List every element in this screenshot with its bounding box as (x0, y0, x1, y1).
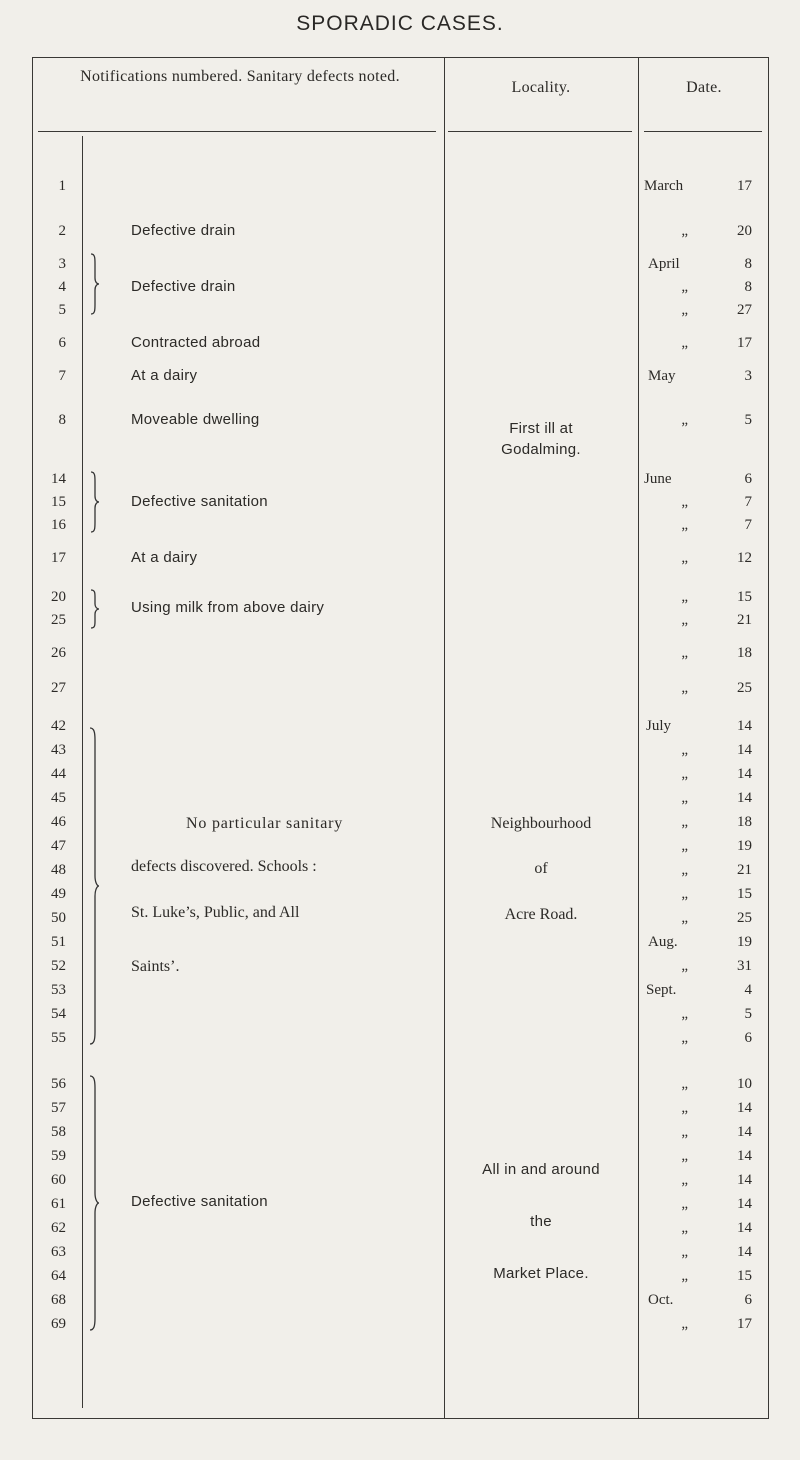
date-month: Sept. (646, 982, 677, 998)
date-day: 14 (737, 1172, 752, 1188)
notification-number: 25 (51, 612, 66, 628)
date-month: „ (681, 612, 688, 628)
brace-icon (86, 252, 102, 316)
date-day: 14 (737, 1100, 752, 1116)
notification-number: 60 (51, 1172, 66, 1188)
notification-number: 49 (51, 886, 66, 902)
column-divider-2 (638, 57, 639, 1419)
locality-godalming: Godalming. (501, 441, 581, 458)
notification-number: 27 (51, 680, 66, 696)
date-month: „ (681, 517, 688, 533)
date-day: 3 (744, 368, 752, 384)
date-month: „ (681, 1268, 688, 1284)
notification-number: 64 (51, 1268, 66, 1284)
notification-number: 62 (51, 1220, 66, 1236)
notification-number: 5 (58, 302, 66, 318)
notification-number: 26 (51, 645, 66, 661)
date-day: 14 (737, 1124, 752, 1140)
brace-icon (86, 470, 102, 534)
notification-number: 68 (51, 1292, 66, 1308)
date-day: 6 (744, 1030, 752, 1046)
notification-number: 17 (51, 550, 66, 566)
header-date: Date. (686, 79, 722, 96)
date-day: 31 (737, 958, 752, 974)
defect-defective-drain: Defective drain (131, 222, 236, 239)
date-month: April (648, 256, 680, 272)
date-day: 19 (737, 838, 752, 854)
date-month: „ (681, 335, 688, 351)
date-month: „ (681, 1030, 688, 1046)
notification-number: 50 (51, 910, 66, 926)
notification-number: 1 (58, 178, 66, 194)
date-month: March (644, 178, 684, 194)
date-month: „ (681, 1220, 688, 1236)
date-day: 7 (744, 494, 752, 510)
defect-moveable-dwelling: Moveable dwelling (131, 411, 260, 428)
notification-number: 8 (58, 412, 66, 428)
notification-number: 63 (51, 1244, 66, 1260)
date-month: „ (681, 1124, 688, 1140)
notification-number: 20 (51, 589, 66, 605)
defect-at-a-dairy: At a dairy (131, 367, 198, 384)
notification-number: 54 (51, 1006, 66, 1022)
header-notifications: Notifications numbered. Sanitary defects noted. (80, 68, 400, 85)
date-day: 5 (744, 1006, 752, 1022)
notification-number: 4 (58, 279, 66, 295)
notification-number: 2 (58, 223, 66, 239)
date-day: 14 (737, 766, 752, 782)
table-top-rule (32, 57, 769, 58)
notification-number: 48 (51, 862, 66, 878)
date-day: 6 (744, 471, 752, 487)
date-month: „ (681, 1148, 688, 1164)
date-day: 12 (737, 550, 752, 566)
date-month: „ (681, 814, 688, 830)
defect-no-particular: No particular sanitary (186, 815, 344, 832)
date-day: 10 (737, 1076, 752, 1092)
date-month: May (648, 368, 676, 384)
date-day: 18 (737, 645, 752, 661)
brace-icon (86, 1074, 102, 1332)
date-month: „ (681, 1006, 688, 1022)
date-day: 14 (737, 1244, 752, 1260)
date-month: „ (681, 766, 688, 782)
date-day: 6 (744, 1292, 752, 1308)
notification-number: 52 (51, 958, 66, 974)
brace-icon (86, 726, 102, 1046)
notification-number: 45 (51, 790, 66, 806)
notification-number: 61 (51, 1196, 66, 1212)
defect-using-milk: Using milk from above dairy (131, 599, 325, 616)
date-day: 5 (744, 412, 752, 428)
date-day: 19 (737, 934, 752, 950)
date-day: 14 (737, 790, 752, 806)
date-month: „ (681, 1076, 688, 1092)
date-day: 17 (737, 335, 752, 351)
date-day: 21 (737, 862, 752, 878)
date-month: Oct. (648, 1292, 674, 1308)
header-rule-1 (38, 131, 436, 132)
date-day: 14 (737, 718, 752, 734)
header-rule-2 (448, 131, 632, 132)
date-month: „ (681, 550, 688, 566)
date-month: June (644, 471, 672, 487)
locality-market-place: All in and around (482, 1161, 600, 1178)
date-day: 8 (744, 279, 752, 295)
defect-schools-names: St. Luke’s, Public, and All (131, 904, 300, 921)
date-day: 14 (737, 742, 752, 758)
date-day: 7 (744, 517, 752, 533)
date-day: 21 (737, 612, 752, 628)
date-day: 18 (737, 814, 752, 830)
date-month: July (646, 718, 672, 734)
date-day: 27 (737, 302, 752, 318)
number-column-divider (82, 136, 83, 1408)
date-day: 25 (737, 910, 752, 926)
date-day: 15 (737, 589, 752, 605)
notification-number: 7 (58, 368, 66, 384)
date-month: „ (681, 680, 688, 696)
locality-godalming: First ill at (509, 420, 573, 437)
notification-number: 3 (58, 256, 66, 272)
defect-schools: defects discovered. Schools : (131, 858, 317, 875)
date-day: 15 (737, 1268, 752, 1284)
date-month: „ (681, 910, 688, 926)
brace-icon (86, 588, 102, 630)
date-day: 20 (737, 223, 752, 239)
notification-number: 69 (51, 1316, 66, 1332)
locality-acre-road: Acre Road. (504, 906, 578, 923)
date-month: „ (681, 1100, 688, 1116)
date-day: 14 (737, 1148, 752, 1164)
date-month: „ (681, 1316, 688, 1332)
notification-number: 57 (51, 1100, 66, 1116)
notification-number: 55 (51, 1030, 66, 1046)
notification-number: 6 (58, 335, 66, 351)
column-divider-1 (444, 57, 445, 1419)
notification-number: 47 (51, 838, 66, 854)
locality-acre-road: of (534, 860, 548, 877)
defect-contracted-abroad: Contracted abroad (131, 334, 261, 351)
notification-number: 15 (51, 494, 66, 510)
notification-number: 16 (51, 517, 66, 533)
date-day: 4 (744, 982, 752, 998)
defect-defective-sanitation: Defective sanitation (131, 1193, 268, 1210)
header-locality: Locality. (511, 79, 571, 96)
date-month: „ (681, 1172, 688, 1188)
date-month: „ (681, 1244, 688, 1260)
date-day: 14 (737, 1196, 752, 1212)
notification-number: 56 (51, 1076, 66, 1092)
date-month: „ (681, 412, 688, 428)
date-month: „ (681, 862, 688, 878)
locality-market-place: Market Place. (493, 1265, 589, 1282)
notification-number: 44 (51, 766, 66, 782)
defect-schools-saints: Saints’. (131, 958, 180, 975)
date-day: 25 (737, 680, 752, 696)
date-month: „ (681, 645, 688, 661)
notification-number: 51 (51, 934, 66, 950)
date-month: „ (681, 302, 688, 318)
date-month: „ (681, 223, 688, 239)
notification-number: 53 (51, 982, 66, 998)
date-day: 8 (744, 256, 752, 272)
notification-number: 46 (51, 814, 66, 830)
date-day: 17 (737, 178, 752, 194)
date-month: „ (681, 958, 688, 974)
date-month: „ (681, 1196, 688, 1212)
date-day: 15 (737, 886, 752, 902)
notification-number: 14 (51, 471, 66, 487)
date-month: „ (681, 494, 688, 510)
notification-number: 59 (51, 1148, 66, 1164)
notification-number: 42 (51, 718, 66, 734)
locality-market-place: the (530, 1213, 552, 1230)
date-month: „ (681, 838, 688, 854)
defect-defective-sanitation: Defective sanitation (131, 493, 268, 510)
date-month: „ (681, 886, 688, 902)
date-day: 14 (737, 1220, 752, 1236)
table-bottom-rule (32, 1418, 769, 1419)
date-month: „ (681, 742, 688, 758)
defect-defective-drain: Defective drain (131, 278, 236, 295)
notification-number: 58 (51, 1124, 66, 1140)
locality-acre-road: Neighbourhood (490, 815, 592, 832)
date-month: „ (681, 589, 688, 605)
date-month: „ (681, 790, 688, 806)
date-month: Aug. (648, 934, 678, 950)
date-month: „ (681, 279, 688, 295)
header-rule-3 (644, 131, 762, 132)
notification-number: 43 (51, 742, 66, 758)
table-right-border (768, 57, 769, 1419)
defect-at-a-dairy: At a dairy (131, 549, 198, 566)
date-day: 17 (737, 1316, 752, 1332)
page-title: SPORADIC CASES. (296, 12, 504, 35)
